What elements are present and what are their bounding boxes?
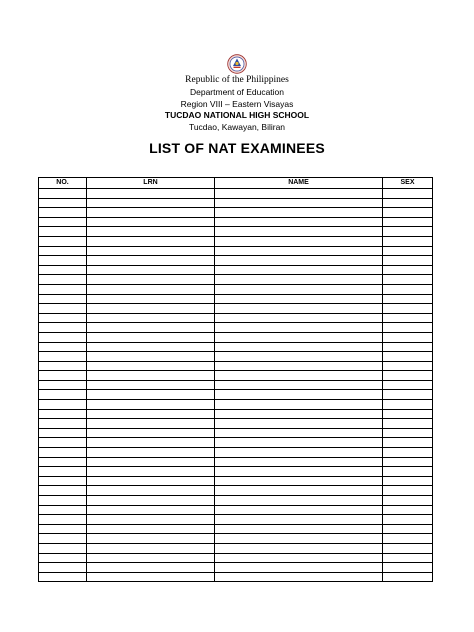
cell-lrn[interactable] [87, 275, 215, 285]
table-row [39, 409, 433, 419]
cell-sex[interactable] [383, 515, 433, 525]
table-header-row [39, 178, 433, 189]
cell-lrn[interactable] [87, 390, 215, 400]
cell-no[interactable] [39, 534, 87, 544]
table-row [39, 352, 433, 362]
cell-lrn[interactable] [87, 543, 215, 553]
cell-no[interactable] [39, 304, 87, 314]
cell-lrn[interactable] [87, 256, 215, 266]
table-row [39, 304, 433, 314]
table-row [39, 380, 433, 390]
cell-lrn[interactable] [87, 419, 215, 429]
cell-name[interactable] [215, 534, 383, 544]
cell-sex[interactable] [383, 304, 433, 314]
cell-lrn[interactable] [87, 294, 215, 304]
cell-name[interactable] [215, 246, 383, 256]
cell-sex[interactable] [383, 563, 433, 573]
cell-sex[interactable] [383, 467, 433, 477]
cell-lrn[interactable] [87, 304, 215, 314]
cell-sex[interactable] [383, 438, 433, 448]
cell-lrn[interactable] [87, 467, 215, 477]
cell-name[interactable] [215, 457, 383, 467]
school-name: TUCDAO NATIONAL HIGH SCHOOL [164, 110, 310, 120]
table-row [39, 198, 433, 208]
cell-no[interactable] [39, 390, 87, 400]
cell-sex[interactable] [383, 352, 433, 362]
cell-no[interactable] [39, 419, 87, 429]
cell-no[interactable] [39, 294, 87, 304]
cell-lrn[interactable] [87, 486, 215, 496]
cell-name[interactable] [215, 208, 383, 218]
cell-sex[interactable] [383, 236, 433, 246]
cell-no[interactable] [39, 265, 87, 275]
cell-lrn[interactable] [87, 332, 215, 342]
table-row [39, 457, 433, 467]
cell-lrn[interactable] [87, 342, 215, 352]
cell-sex[interactable] [383, 524, 433, 534]
cell-no[interactable] [39, 284, 87, 294]
cell-lrn[interactable] [87, 515, 215, 525]
table-row [39, 534, 433, 544]
cell-no[interactable] [39, 361, 87, 371]
cell-lrn[interactable] [87, 323, 215, 333]
cell-name[interactable] [215, 352, 383, 362]
cell-no[interactable] [39, 380, 87, 390]
cell-no[interactable] [39, 438, 87, 448]
cell-lrn[interactable] [87, 371, 215, 381]
cell-sex[interactable] [383, 227, 433, 237]
cell-name[interactable] [215, 524, 383, 534]
republic-heading: Republic of the Philippines [185, 75, 289, 85]
cell-lrn[interactable] [87, 227, 215, 237]
cell-sex[interactable] [383, 342, 433, 352]
table-row [39, 476, 433, 486]
cell-no[interactable] [39, 524, 87, 534]
cell-no[interactable] [39, 198, 87, 208]
cell-name[interactable] [215, 563, 383, 573]
cell-lrn[interactable] [87, 524, 215, 534]
cell-name[interactable] [215, 342, 383, 352]
table-row [39, 189, 433, 199]
table-row [39, 246, 433, 256]
cell-no[interactable] [39, 217, 87, 227]
cell-sex[interactable] [383, 534, 433, 544]
cell-sex[interactable] [383, 313, 433, 323]
cell-name[interactable] [215, 409, 383, 419]
column-header-name: NAME [215, 178, 383, 189]
cell-lrn[interactable] [87, 236, 215, 246]
cell-sex[interactable] [383, 208, 433, 218]
cell-name[interactable] [215, 428, 383, 438]
cell-sex[interactable] [383, 486, 433, 496]
cell-lrn[interactable] [87, 313, 215, 323]
cell-no[interactable] [39, 400, 87, 410]
cell-name[interactable] [215, 400, 383, 410]
cell-name[interactable] [215, 284, 383, 294]
cell-name[interactable] [215, 189, 383, 199]
cell-name[interactable] [215, 505, 383, 515]
cell-no[interactable] [39, 275, 87, 285]
cell-no[interactable] [39, 505, 87, 515]
cell-name[interactable] [215, 476, 383, 486]
table-row [39, 438, 433, 448]
table-row [39, 265, 433, 275]
cell-lrn[interactable] [87, 457, 215, 467]
cell-sex[interactable] [383, 409, 433, 419]
cell-no[interactable] [39, 313, 87, 323]
cell-name[interactable] [215, 371, 383, 381]
cell-sex[interactable] [383, 275, 433, 285]
cell-name[interactable] [215, 438, 383, 448]
cell-name[interactable] [215, 543, 383, 553]
cell-lrn[interactable] [87, 496, 215, 506]
cell-lrn[interactable] [87, 572, 215, 582]
cell-sex[interactable] [383, 323, 433, 333]
table-row [39, 217, 433, 227]
cell-no[interactable] [39, 342, 87, 352]
table-row [39, 505, 433, 515]
table-row [39, 428, 433, 438]
cell-name[interactable] [215, 390, 383, 400]
table-row [39, 361, 433, 371]
examinees-table [38, 177, 433, 582]
cell-lrn[interactable] [87, 534, 215, 544]
table-row [39, 419, 433, 429]
cell-no[interactable] [39, 457, 87, 467]
cell-no[interactable] [39, 409, 87, 419]
cell-lrn[interactable] [87, 448, 215, 458]
cell-name[interactable] [215, 217, 383, 227]
cell-lrn[interactable] [87, 198, 215, 208]
cell-name[interactable] [215, 236, 383, 246]
cell-name[interactable] [215, 419, 383, 429]
cell-no[interactable] [39, 476, 87, 486]
cell-no[interactable] [39, 496, 87, 506]
cell-sex[interactable] [383, 390, 433, 400]
cell-name[interactable] [215, 380, 383, 390]
table-row [39, 227, 433, 237]
cell-no[interactable] [39, 572, 87, 582]
cell-sex[interactable] [383, 361, 433, 371]
table-row [39, 342, 433, 352]
table-body [39, 189, 433, 582]
school-address: Tucdao, Kawayan, Biliran [188, 122, 286, 132]
cell-no[interactable] [39, 543, 87, 553]
cell-name[interactable] [215, 515, 383, 525]
cell-name[interactable] [215, 275, 383, 285]
cell-lrn[interactable] [87, 246, 215, 256]
cell-name[interactable] [215, 553, 383, 563]
cell-name[interactable] [215, 448, 383, 458]
table-row [39, 256, 433, 266]
cell-sex[interactable] [383, 294, 433, 304]
cell-sex[interactable] [383, 332, 433, 342]
cell-name[interactable] [215, 323, 383, 333]
cell-no[interactable] [39, 352, 87, 362]
cell-no[interactable] [39, 448, 87, 458]
cell-lrn[interactable] [87, 476, 215, 486]
cell-lrn[interactable] [87, 409, 215, 419]
cell-sex[interactable] [383, 553, 433, 563]
cell-lrn[interactable] [87, 265, 215, 275]
cell-sex[interactable] [383, 496, 433, 506]
cell-sex[interactable] [383, 400, 433, 410]
table-row [39, 448, 433, 458]
table-row [39, 294, 433, 304]
cell-no[interactable] [39, 227, 87, 237]
table-row [39, 543, 433, 553]
table-row [39, 553, 433, 563]
cell-sex[interactable] [383, 256, 433, 266]
table-row [39, 284, 433, 294]
column-header-lrn: LRN [87, 178, 215, 189]
cell-sex[interactable] [383, 380, 433, 390]
page-title: LIST OF NAT EXAMINEES [149, 140, 325, 156]
cell-no[interactable] [39, 236, 87, 246]
department-heading: Department of Education [189, 87, 285, 97]
cell-name[interactable] [215, 227, 383, 237]
cell-name[interactable] [215, 265, 383, 275]
table-row [39, 563, 433, 573]
cell-no[interactable] [39, 371, 87, 381]
deped-seal-icon [227, 54, 247, 74]
cell-sex[interactable] [383, 265, 433, 275]
cell-sex[interactable] [383, 457, 433, 467]
cell-sex[interactable] [383, 543, 433, 553]
cell-name[interactable] [215, 256, 383, 266]
cell-lrn[interactable] [87, 284, 215, 294]
table-row [39, 332, 433, 342]
cell-name[interactable] [215, 467, 383, 477]
table-row [39, 208, 433, 218]
cell-sex[interactable] [383, 189, 433, 199]
cell-lrn[interactable] [87, 217, 215, 227]
cell-lrn[interactable] [87, 361, 215, 371]
cell-sex[interactable] [383, 419, 433, 429]
cell-lrn[interactable] [87, 505, 215, 515]
cell-lrn[interactable] [87, 400, 215, 410]
cell-name[interactable] [215, 486, 383, 496]
column-header-no: NO. [39, 178, 87, 189]
cell-no[interactable] [39, 189, 87, 199]
cell-lrn[interactable] [87, 563, 215, 573]
table-row [39, 323, 433, 333]
cell-sex[interactable] [383, 246, 433, 256]
cell-no[interactable] [39, 515, 87, 525]
table-row [39, 496, 433, 506]
table-row [39, 515, 433, 525]
cell-sex[interactable] [383, 572, 433, 582]
table-row [39, 572, 433, 582]
cell-lrn[interactable] [87, 189, 215, 199]
cell-no[interactable] [39, 563, 87, 573]
cell-sex[interactable] [383, 448, 433, 458]
cell-sex[interactable] [383, 217, 433, 227]
table-row [39, 524, 433, 534]
cell-name[interactable] [215, 294, 383, 304]
column-header-sex: SEX [383, 178, 433, 189]
cell-name[interactable] [215, 313, 383, 323]
cell-lrn[interactable] [87, 428, 215, 438]
table-row [39, 467, 433, 477]
cell-no[interactable] [39, 553, 87, 563]
region-heading: Region VIII – Eastern Visayas [180, 99, 294, 109]
table-row [39, 371, 433, 381]
cell-sex[interactable] [383, 284, 433, 294]
cell-lrn[interactable] [87, 352, 215, 362]
cell-name[interactable] [215, 304, 383, 314]
cell-no[interactable] [39, 246, 87, 256]
cell-name[interactable] [215, 198, 383, 208]
cell-no[interactable] [39, 467, 87, 477]
cell-lrn[interactable] [87, 553, 215, 563]
cell-lrn[interactable] [87, 380, 215, 390]
table-row [39, 400, 433, 410]
cell-no[interactable] [39, 428, 87, 438]
cell-no[interactable] [39, 323, 87, 333]
cell-sex[interactable] [383, 428, 433, 438]
cell-no[interactable] [39, 486, 87, 496]
cell-sex[interactable] [383, 476, 433, 486]
table-row [39, 236, 433, 246]
cell-sex[interactable] [383, 505, 433, 515]
cell-no[interactable] [39, 208, 87, 218]
cell-no[interactable] [39, 256, 87, 266]
cell-name[interactable] [215, 332, 383, 342]
cell-lrn[interactable] [87, 208, 215, 218]
cell-sex[interactable] [383, 198, 433, 208]
table-row [39, 390, 433, 400]
table-row [39, 486, 433, 496]
cell-name[interactable] [215, 496, 383, 506]
table-row [39, 313, 433, 323]
cell-lrn[interactable] [87, 438, 215, 448]
cell-name[interactable] [215, 361, 383, 371]
cell-no[interactable] [39, 332, 87, 342]
cell-sex[interactable] [383, 371, 433, 381]
table-row [39, 275, 433, 285]
cell-name[interactable] [215, 572, 383, 582]
